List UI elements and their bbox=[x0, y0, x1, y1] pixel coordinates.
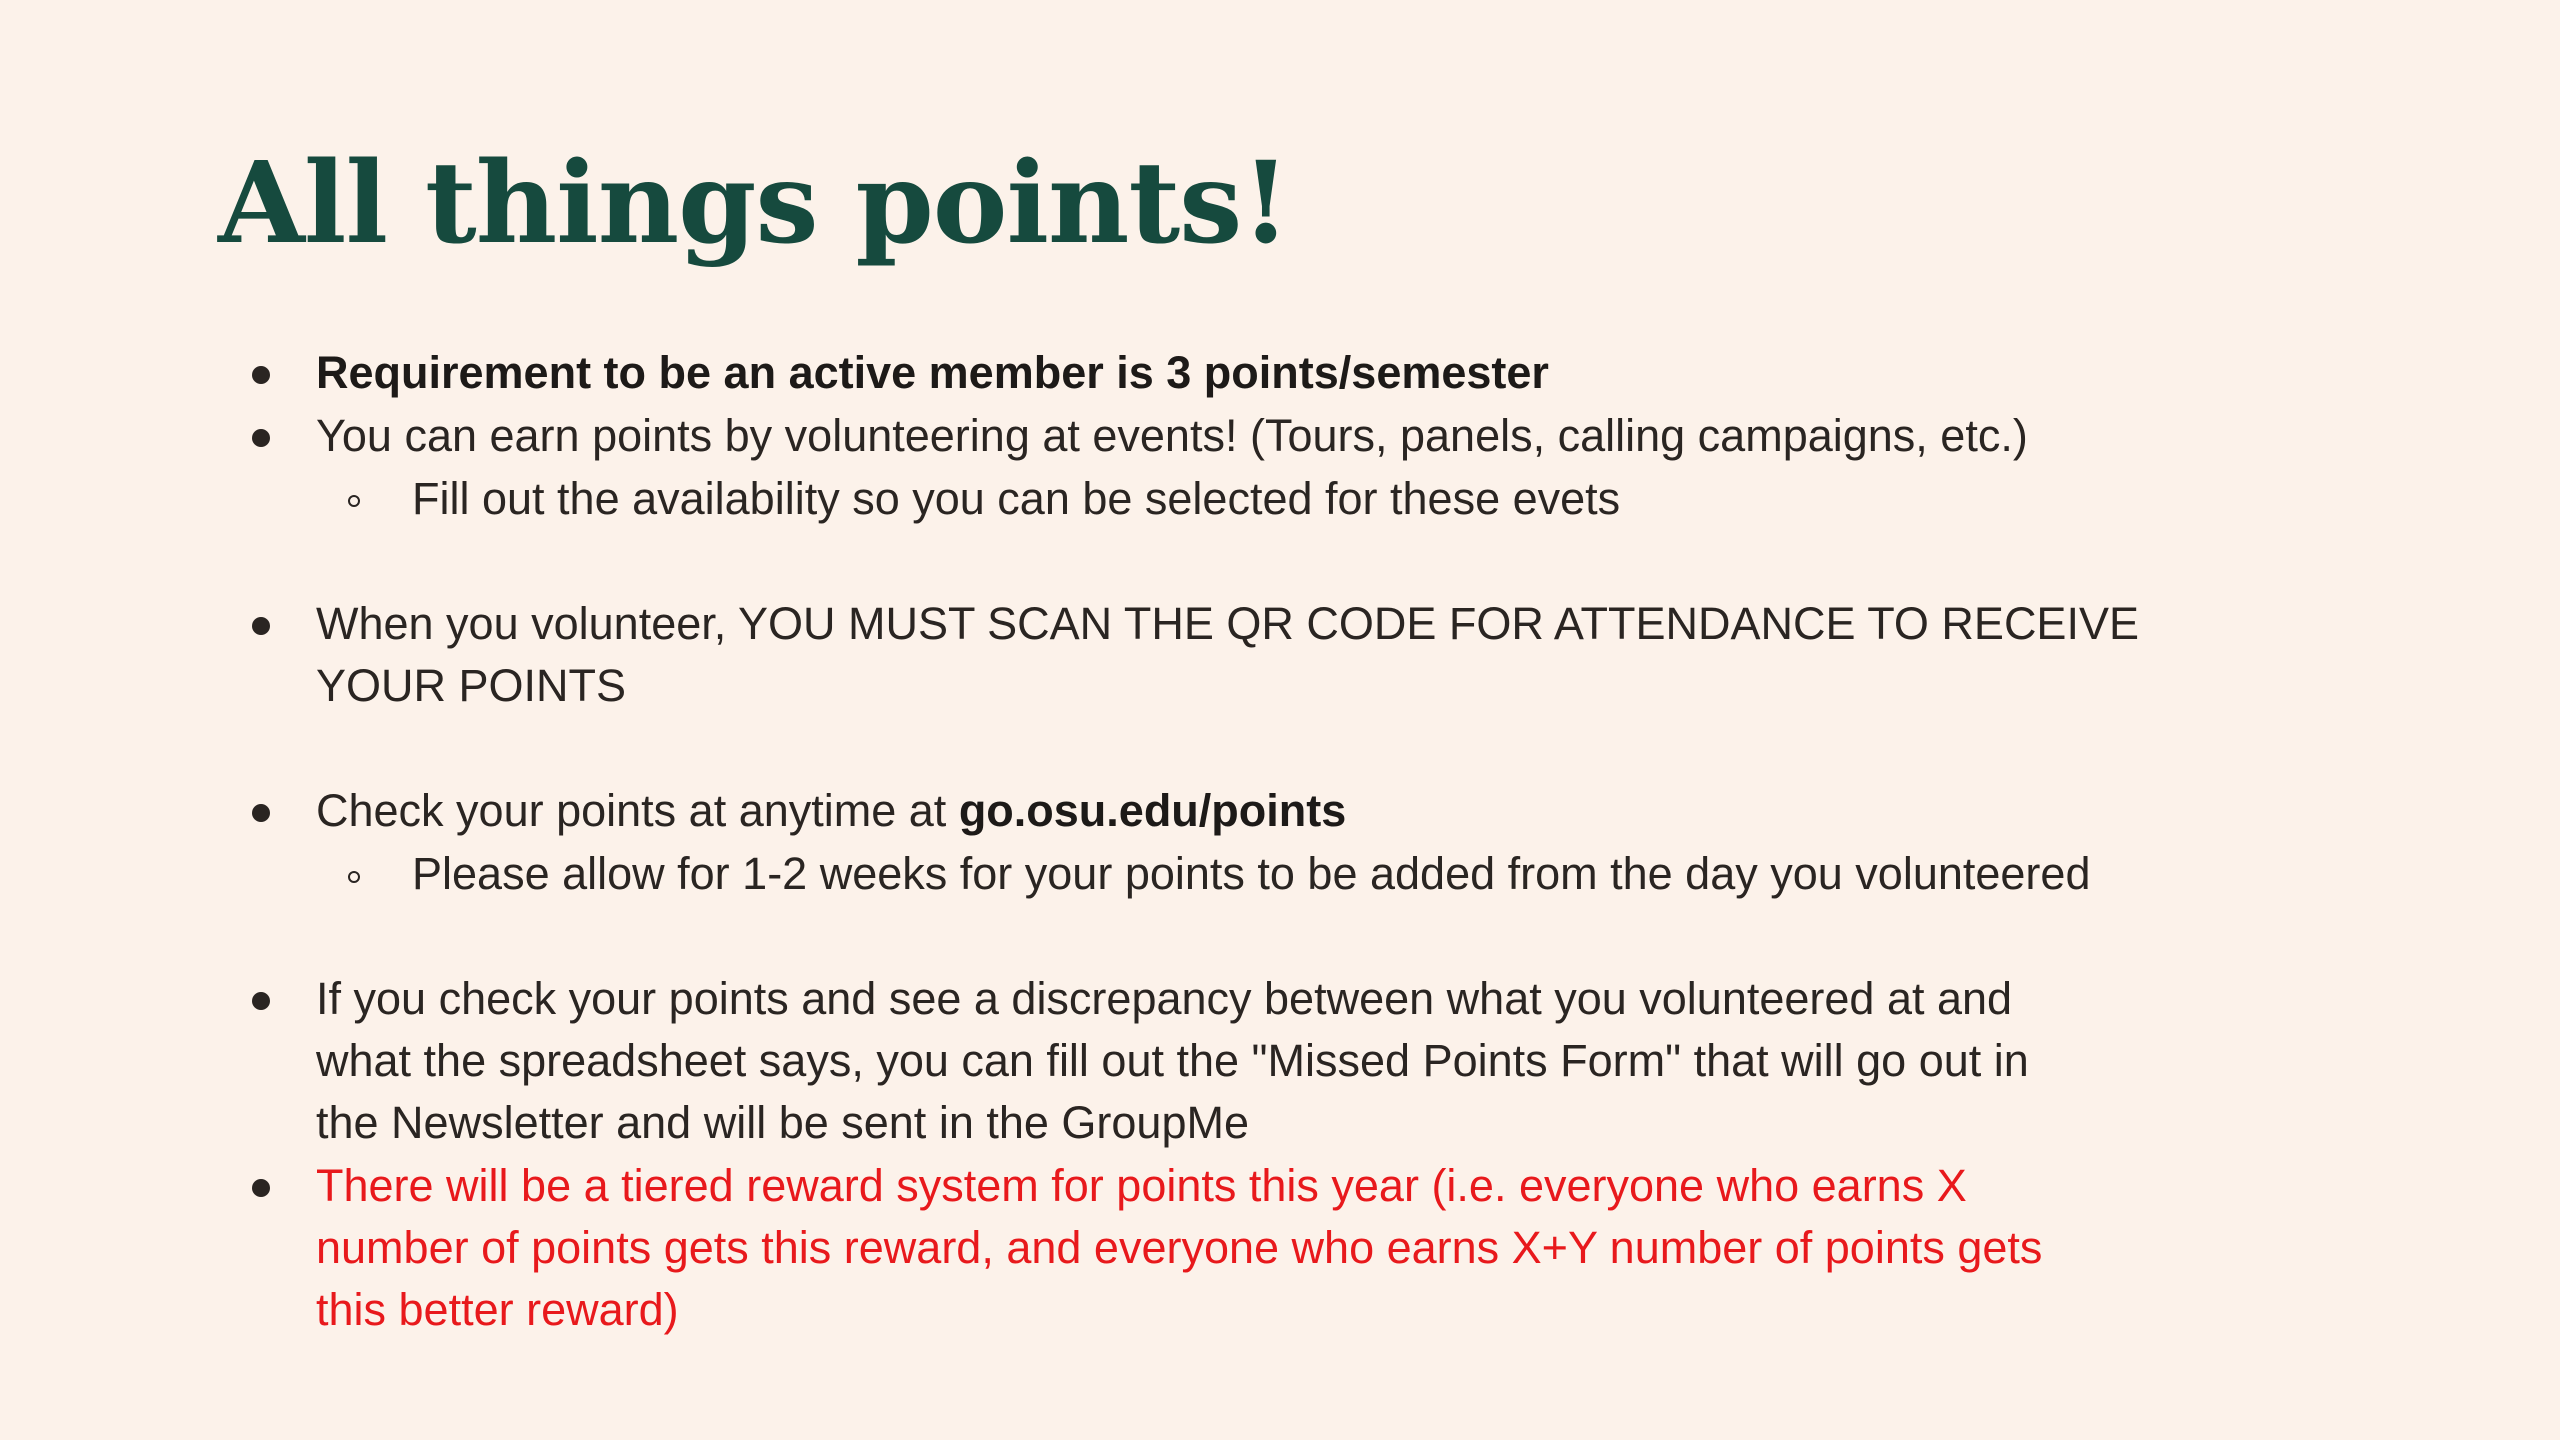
slide-title: All things points! bbox=[218, 138, 1290, 269]
bullet-check bbox=[316, 780, 1346, 842]
bullet-discrepancy-line3: the Newsletter and will be sent in the GroupMe bbox=[316, 1097, 1249, 1148]
bullet-tiered-line2: number of points gets this reward, and everyone who earns X+Y number of points gets bbox=[316, 1222, 2043, 1273]
sub-bullet-dot bbox=[348, 495, 360, 507]
bullet-tiered-line1: There will be a tiered reward system for points this year (i.e. everyone who earns X bbox=[316, 1160, 1967, 1211]
sub-bullet-dot bbox=[348, 871, 360, 883]
bullet-requirement: Requirement to be an active member is 3 points/semester bbox=[316, 347, 1549, 398]
sub-bullet-availability: Fill out the availability so you can be selected for these evets bbox=[412, 473, 1621, 524]
bullet-scan-line1: When you volunteer, YOU MUST SCAN THE QR CODE FOR ATTENDANCE TO RECEIVE bbox=[316, 598, 2139, 649]
bullet-earn: You can earn points by volunteering at events! (Tours, panels, calling campaigns, etc.) bbox=[316, 410, 2028, 461]
bullet-dot bbox=[252, 366, 270, 384]
bullet-discrepancy-line2: what the spreadsheet says, you can fill out the "Missed Points Form" that will go out in bbox=[316, 1035, 2029, 1086]
bullet-dot bbox=[252, 1179, 270, 1197]
points-link[interactable]: go.osu.edu/points bbox=[958, 785, 1347, 836]
bullet-discrepancy-line1: If you check your points and see a discrepancy between what you volunteered at and bbox=[316, 973, 2013, 1024]
bullet-scan-line2: YOUR POINTS bbox=[316, 660, 627, 711]
sub-bullet-allow: Please allow for 1-2 weeks for your points to be added from the day you volunteered bbox=[412, 848, 2091, 899]
check-text: Check your points at anytime at bbox=[316, 785, 959, 836]
bullet-dot bbox=[252, 992, 270, 1010]
bullet-dot bbox=[252, 617, 270, 635]
bullet-tiered-line3: this better reward) bbox=[316, 1284, 679, 1335]
bullet-dot bbox=[252, 804, 270, 822]
bullet-dot bbox=[252, 429, 270, 447]
